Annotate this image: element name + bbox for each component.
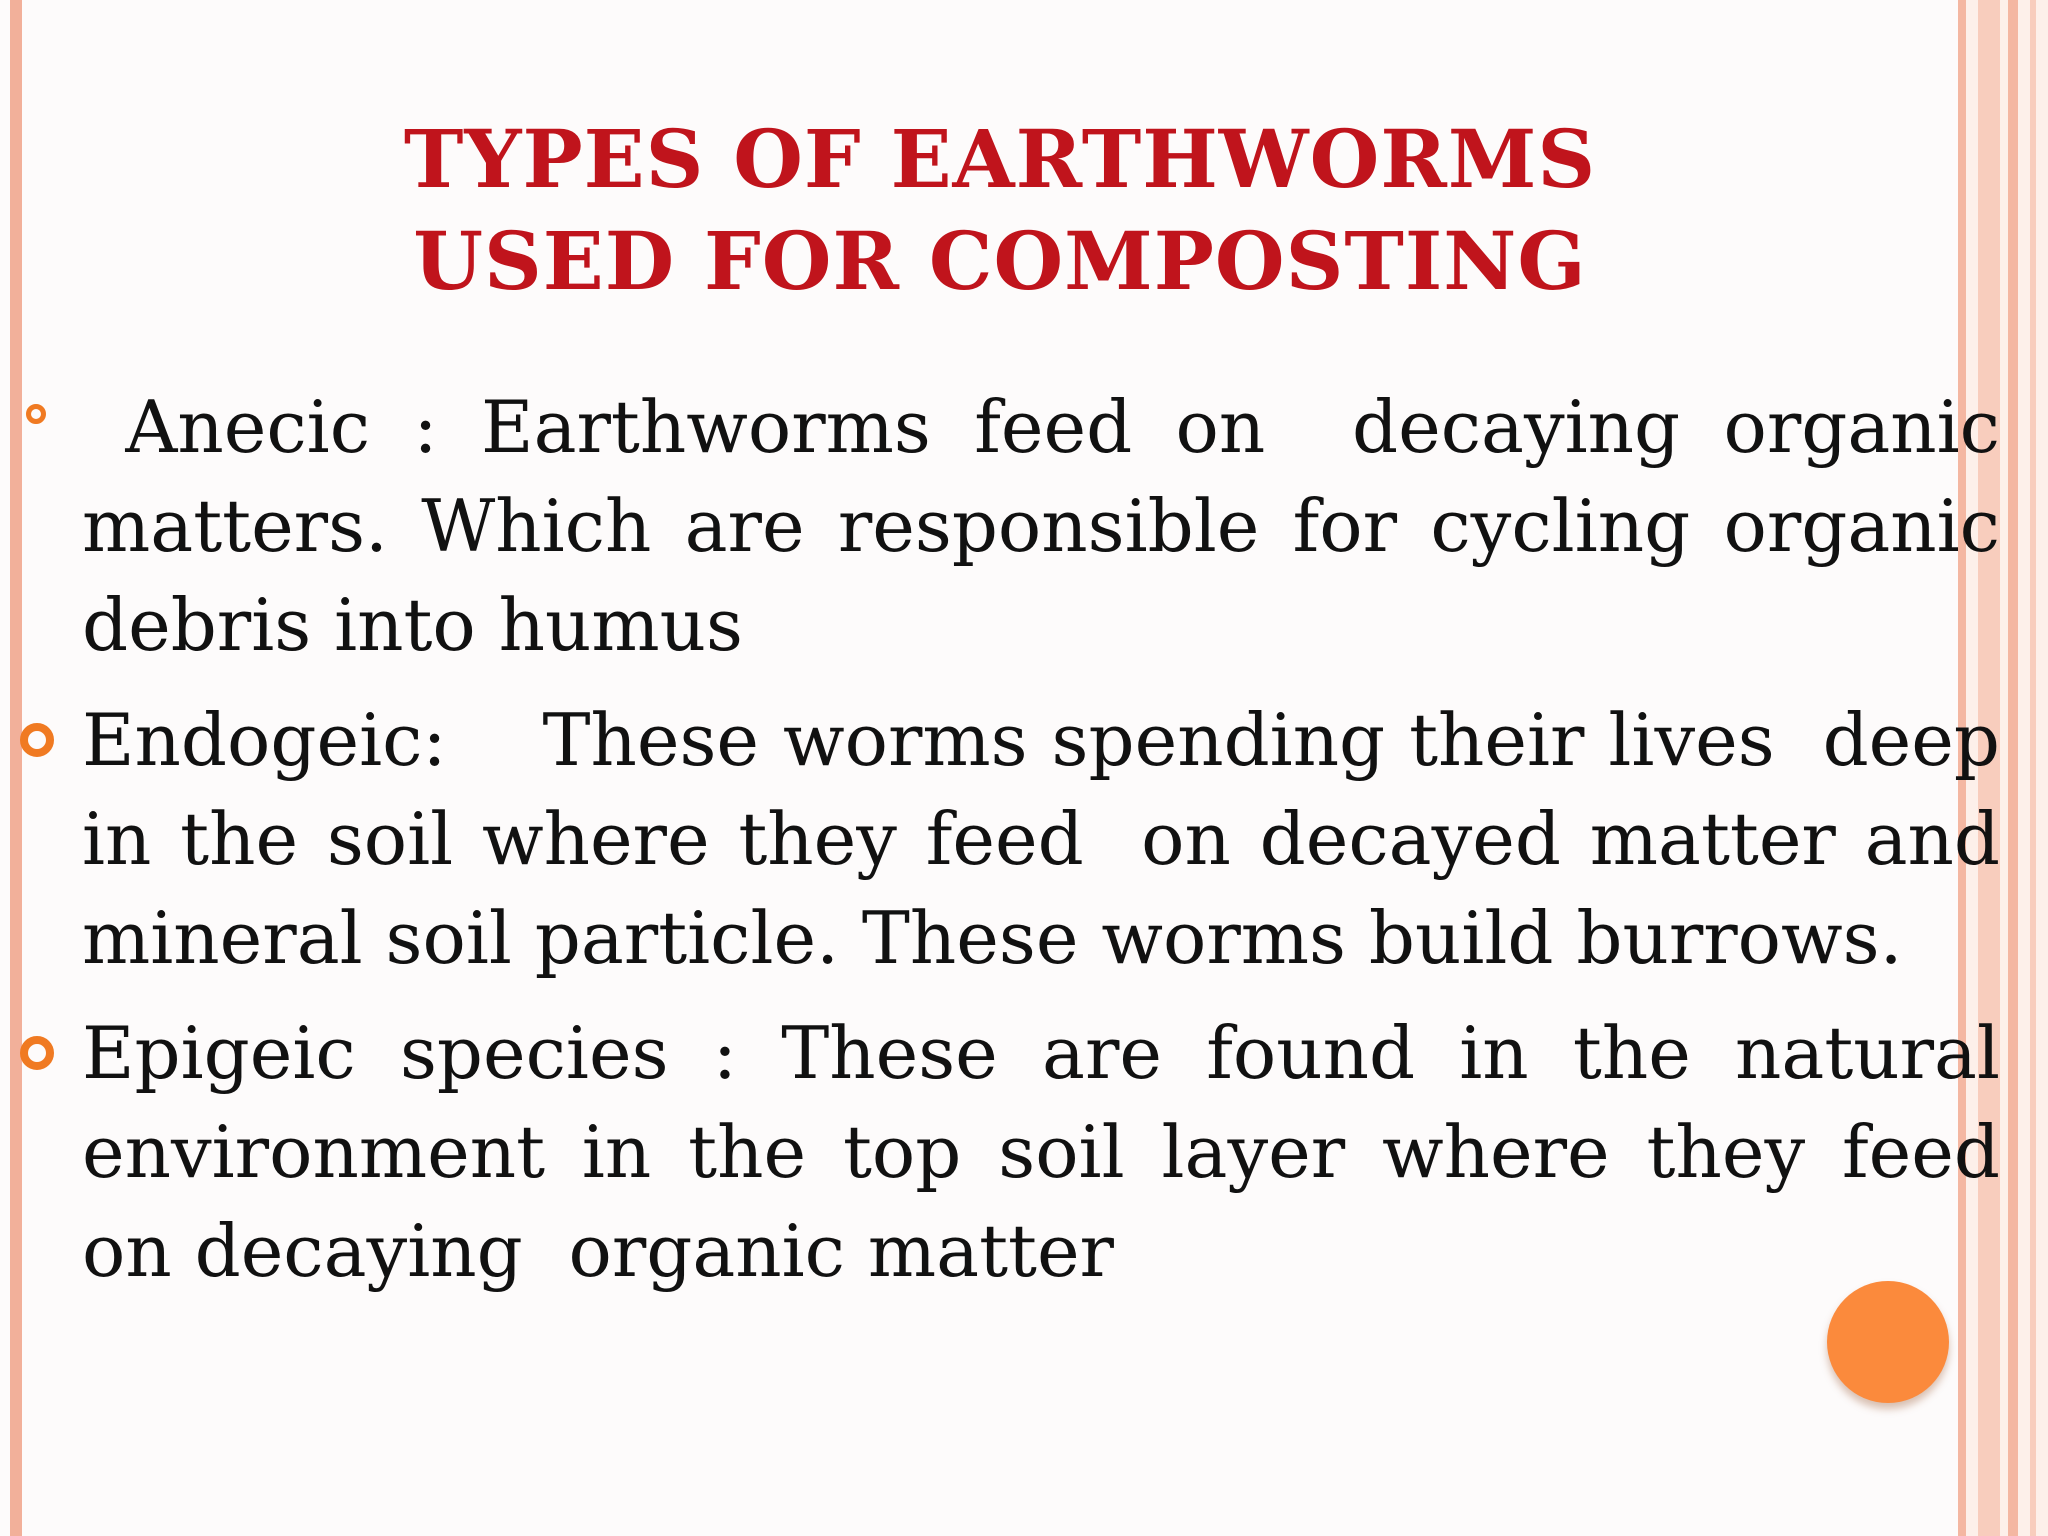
bullet-text: Endogeic: These worms spending their lives deep in the soil where they feed on decayed matter and mineral soil particle. These worms build burrows. bbox=[82, 698, 2023, 980]
bullet-list bbox=[82, 378, 2023, 1301]
slide-title bbox=[0, 108, 2000, 312]
right-decorative-stripe bbox=[2030, 0, 2036, 1536]
circle-bullet-icon bbox=[20, 723, 54, 757]
bullet-item-endogeic bbox=[82, 691, 2023, 988]
bullet-item-anecic bbox=[82, 378, 2023, 675]
bullet-item-epigeic bbox=[82, 1004, 2023, 1301]
circle-bullet-icon bbox=[26, 404, 46, 424]
decorative-orange-circle bbox=[1827, 1281, 1949, 1403]
bullet-text: Anecic : Earthworms feed on decaying organic matters. Which are responsible for cycling organic debris into humus bbox=[82, 385, 2023, 667]
slide-title-line-1: TYPES OF EARTHWORMS bbox=[403, 112, 1597, 206]
bullet-text: Epigeic species : These are found in the natural environment in the top soil layer where they feed on decaying organic matter bbox=[82, 1011, 2023, 1293]
circle-bullet-icon bbox=[20, 1036, 54, 1070]
slide-title-line-2: USED FOR COMPOSTING bbox=[413, 214, 1587, 308]
